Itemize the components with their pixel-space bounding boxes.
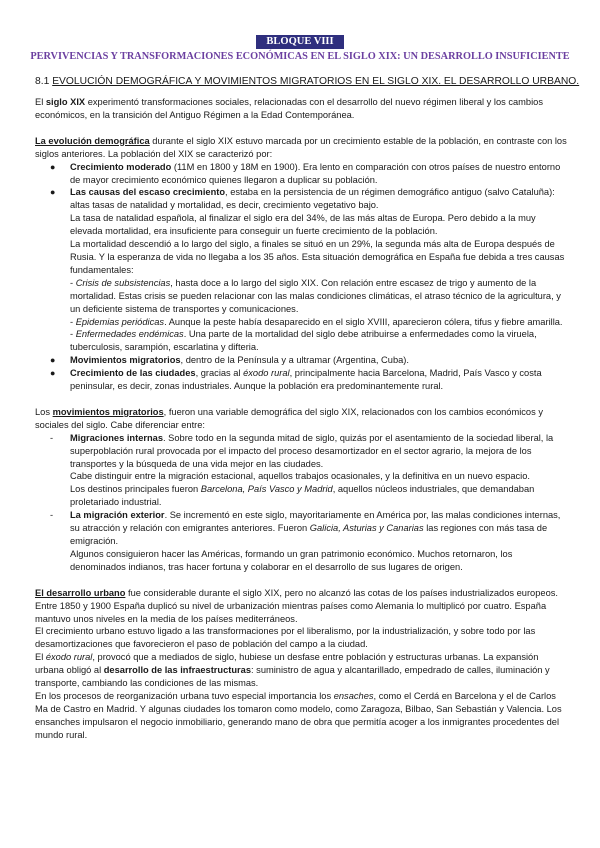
- p2-mid: , provocó que a mediados de siglo, hubiese un desfase entre población y estructuras urbanas. La expansión urbana obligó al: [35, 652, 539, 676]
- p2-pre: El: [35, 652, 46, 663]
- crisis-label: Crisis de subsistencias: [75, 277, 171, 288]
- p3-italic: ensaches: [333, 690, 374, 701]
- p2-pre: Los destinos principales fueron: [70, 484, 201, 495]
- epidemic-label: Epidemias periódicas: [75, 316, 165, 327]
- bullet-icon: ●: [50, 368, 56, 379]
- urban-heading: El desarrollo urbano: [35, 587, 126, 598]
- dash: -: [70, 329, 76, 340]
- migrations-heading: movimientos migratorios: [52, 406, 164, 417]
- endemic-text: . Una parte de la mortalidad del siglo debe atribuirse a enfermedades como la viruela, tuberculosis, sarampión, escarlatina y difteria.: [70, 329, 537, 353]
- item-text: , gracias al: [195, 368, 244, 379]
- demography-list: [35, 161, 567, 393]
- block-subtitle: PERVIVENCIAS Y TRANSFORMACIONES ECONÓMICAS EN EL SIGLO XIX: UN DESARROLLO INSUFICIENTE: [30, 51, 570, 62]
- urban-paragraph-2: El crecimiento urbano estuvo ligado a las transformaciones por el liberalismo, por la industrialización, y sobre todo por las desamortizaciones que favorecieron el paso de población del campo a la ciudad.: [35, 626, 536, 650]
- urban-paragraph-3: [35, 651, 567, 690]
- bullet-icon: ●: [50, 355, 56, 366]
- item-italic: éxodo rural: [243, 368, 290, 379]
- item-label: Las causas del escaso crecimiento: [70, 187, 226, 198]
- dash-marker: -: [50, 432, 54, 443]
- item-text: , estaba en la persistencia de un régimen demográfico antiguo (salvo Cataluña): altas tasas de natalidad y mortalidad, es decir, crecimiento vegetativo bajo.: [70, 187, 555, 211]
- demography-heading: La evolución demográfica: [35, 135, 150, 146]
- list-item: [35, 161, 567, 187]
- p3-pre: En los procesos de reorganización urbana tuvo especial importancia los: [35, 690, 334, 701]
- intro-paragraph: [35, 96, 567, 122]
- bullet-icon: ●: [50, 187, 56, 198]
- dash: -: [70, 316, 76, 327]
- list-item: [35, 432, 567, 509]
- item-text: . Sobre todo en la segunda mitad de siglo, quizás por el asentamiento de la sociedad liberal, la superpoblación rural provocada por el impacto del proceso desamortizador en el sector agrario, la mejora de los transportes y la búsqueda de una vida mejor en las ciudades.: [70, 432, 554, 469]
- epidemic-paragraph: [70, 316, 567, 329]
- p3-post: , como el Cerdá en Barcelona y el de Carlos Ma de Castro en Madrid. Y algunas ciudades los tomaron como modelo, como Zaragoza, Bilbao, San Sebastián y Valencia. Los ensanches impulsaron el negocio inmobiliario, generando mano de obra que permitía acoger a los inmigrantes procedentes del mundo rural.: [35, 690, 562, 740]
- item-text: (11M en 1800 y 18M en 1900). Era lento en comparación con otros países de nuestro entorno de mayor crecimiento económico quienes llegaron a duplicar su población.: [70, 161, 561, 185]
- migrations-pre: Los: [35, 406, 53, 417]
- list-item: [35, 354, 567, 367]
- p2-italic: éxodo rural: [45, 652, 93, 663]
- p2-bold: desarrollo de las infraestructuras: [103, 665, 252, 676]
- demography-paragraph: [35, 135, 567, 161]
- item-text: , dentro de la Península y a ultramar (Argentina, Cuba).: [180, 355, 409, 366]
- endemic-paragraph: [70, 328, 567, 354]
- urban-text: fue considerable durante el siglo XIX, pero no alcanzó las cotas de los países industrializados europeos. Entre 1850 y 1900 España duplicó su nivel de urbanización mientras países como Alemania lo multiplicó por cuatro. España mantuvo unos niveles en la media de los países mediterráneos.: [35, 587, 558, 624]
- item-label: Crecimiento de las ciudades: [70, 368, 196, 379]
- crisis-text: , hasta doce a lo largo del siglo XIX. Con relación entre escasez de trigo y aumento de la mortalidad. Estas crisis se pueden relacionar con las malas condiciones climáticas, el atraso técnico de la agricultura, y un deficiente sistema de transportes y comunicaciones.: [70, 277, 561, 314]
- natality-paragraph: La tasa de natalidad española, al finalizar el siglo era del 34%, de las más altas de Europa. Pero debido a la muy elevada mortalidad, era insuficiente para conseguir un fuerte crecimiento de la población.: [70, 213, 536, 237]
- demography-text: durante el siglo XIX estuvo marcada por un crecimiento estable de la población, en contraste con los siglos anteriores. La población del XIX se caracterizó por:: [35, 135, 567, 159]
- item-label: Migraciones internas: [70, 432, 163, 443]
- item-label: Movimientos migratorios: [70, 355, 181, 366]
- item-text-post: , principalmente hacia Barcelona, Madrid, País Vasco y costa peninsular, es decir, zonas industriales. Aunque la población era predominantemente rural.: [70, 368, 542, 392]
- internal-paragraph-2: [70, 483, 567, 509]
- migrations-paragraph: [35, 406, 567, 432]
- urban-paragraph-4: [35, 690, 567, 742]
- section-title: EVOLUCIÓN DEMOGRÁFICA Y MOVIMIENTOS MIGRATORIOS EN EL SIGLO XIX. EL DESARROLLO URBANO.: [52, 76, 580, 87]
- list-item: [35, 509, 567, 574]
- endemic-label: Enfermedades endémicas: [75, 329, 184, 340]
- item-text-post: las regiones con más tasa de emigración.: [70, 523, 548, 546]
- bullet-icon: ●: [50, 161, 56, 172]
- migrations-text: , fueron una variable demográfica del siglo XIX, relacionados con los cambios económicos y sociales del siglo. Cabe diferenciar entre:: [35, 406, 543, 430]
- urban-paragraph: [35, 587, 567, 626]
- crisis-paragraph: [70, 277, 567, 316]
- list-item: [35, 367, 567, 393]
- mortality-paragraph: La mortalidad descendió a lo largo del siglo, a finales se situó en un 29%, la segunda más alta de Europa después de Rusia. Y la esperanza de vida no llegaba a los 35 años. Esta situación demográfica en España fue debida a tres causas fundamentales:: [70, 239, 565, 275]
- p2-italic: Barcelona, País Vasco y Madrid: [200, 484, 333, 495]
- migrations-list: [35, 432, 567, 574]
- block-label: BLOQUE VIII: [256, 35, 344, 49]
- list-item: [35, 186, 567, 354]
- external-paragraph-1: Algunos consiguieron hacer las Américas, formando un gran patrimonio económico. Muchos retornaron, los denominados indianos, tras hacer fortuna y colaborar en el desarrollo de sus lugares de origen.: [70, 548, 513, 572]
- item-label: Crecimiento moderado: [70, 161, 172, 172]
- item-label: La migración exterior: [70, 510, 165, 521]
- item-text: . Se incrementó en este siglo, mayoritariamente en América por, las malas condiciones internas, su atracción y relación con emigrantes anteriores. Fueron: [70, 510, 561, 534]
- intro-pre: El: [35, 97, 46, 107]
- dash: -: [70, 277, 76, 288]
- intro-post: experimentó transformaciones sociales, relacionadas con el desarrollo del nuevo régimen liberal y los cambios económicos, en la transición del Antiguo Régimen a la Edad Contemporánea.: [35, 97, 543, 120]
- epidemic-text: . Aunque la peste había desaparecido en el siglo XVIII, aparecieron cólera, tifus y fiebre amarilla.: [164, 316, 563, 327]
- internal-paragraph-1: Cabe distinguir entre la migración estacional, aquellos trabajos ocasionales, y la definitiva en un nuevo espacio.: [70, 471, 530, 482]
- p2-post: , aquellos núcleos industriales, que demandaban proletariado industrial.: [70, 484, 535, 508]
- section-number: 8.1: [35, 76, 53, 87]
- section-heading: [35, 75, 580, 88]
- item-italic: Galicia, Asturias y Canarias: [309, 523, 424, 534]
- document-body: [35, 96, 567, 742]
- p2-post: : suministro de agua y alcantarillado, empedrado de calles, iluminación y transporte, cambiando las condiciones de las mismas.: [35, 665, 550, 689]
- dash-marker: -: [50, 510, 54, 521]
- intro-bold: siglo XIX: [45, 97, 86, 107]
